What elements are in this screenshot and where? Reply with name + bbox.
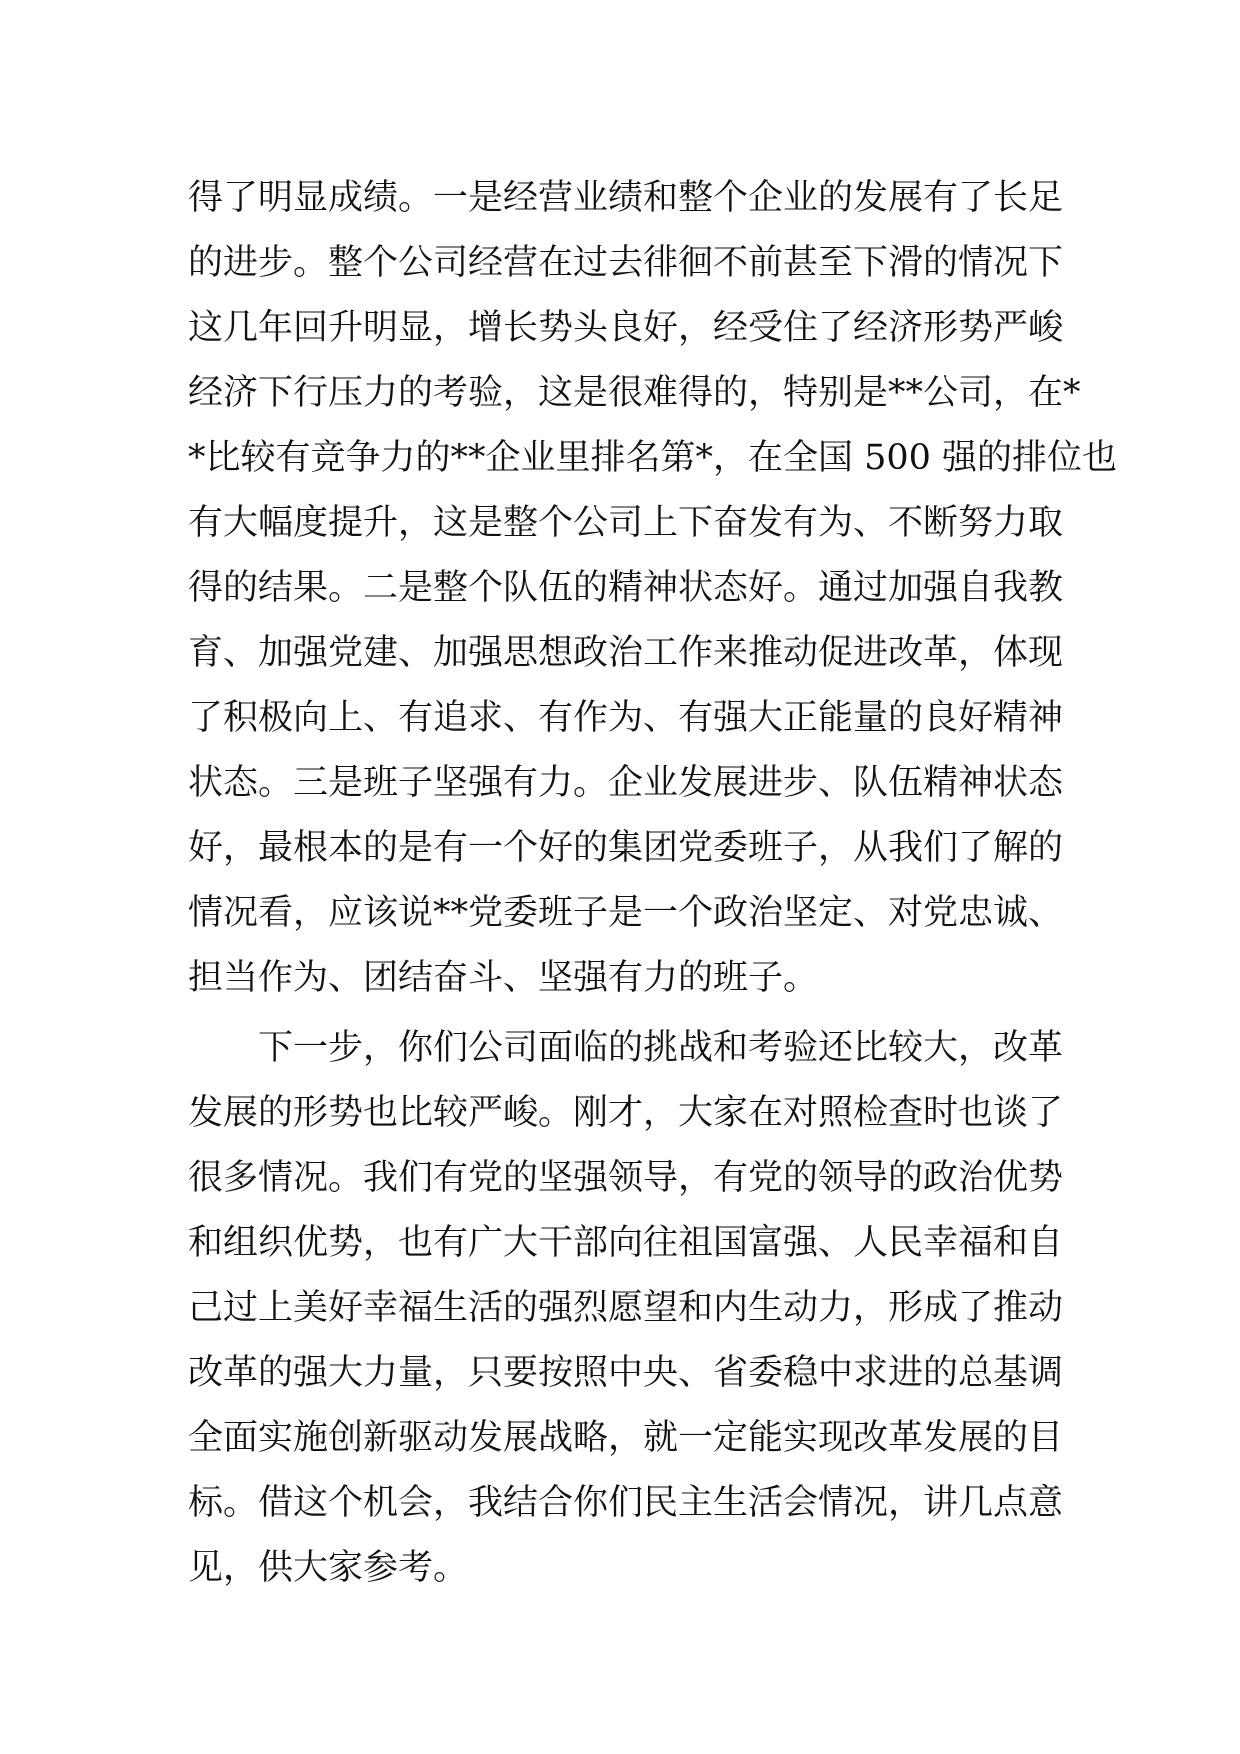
text-line: 己过上美好幸福生活的强烈愿望和内生动力，形成了推动	[188, 1288, 1064, 1328]
text-line: 情况看，应该说**党委班子是一个政治坚定、对党忠诚、	[188, 893, 1064, 933]
text-line: 很多情况。我们有党的坚强领导，有党的领导的政治优势	[188, 1158, 1064, 1198]
text-line: 发展的形势也比较严峻。刚才，大家在对照检查时也谈了	[188, 1093, 1064, 1133]
text-line: 育、加强党建、加强思想政治工作来推动促进改革，体现	[188, 633, 1064, 673]
text-line: 好，最根本的是有一个好的集团党委班子，从我们了解的	[188, 828, 1064, 868]
paragraph-next-steps	[188, 1016, 1064, 1601]
text-line: 下一步，你们公司面临的挑战和考验还比较大，改革	[188, 1028, 1064, 1068]
text-line: 得的结果。二是整个队伍的精神状态好。通过加强自我教	[188, 568, 1064, 608]
text-line: 状态。三是班子坚强有力。企业发展进步、队伍精神状态	[188, 763, 1064, 803]
text-line: 担当作为、团结奋斗、坚强有力的班子。	[188, 958, 819, 998]
text-line: 这几年回升明显，增长势头良好，经受住了经济形势严峻	[188, 308, 1064, 348]
text-line: *比较有竞争力的**企业里排名第*，在全国 500 强的排位也	[188, 438, 1118, 478]
text-line: 了积极向上、有追求、有作为、有强大正能量的良好精神	[188, 698, 1064, 738]
text-line: 的进步。整个公司经营在过去徘徊不前甚至下滑的情况下	[188, 243, 1064, 283]
text-line: 经济下行压力的考验，这是很难得的，特别是**公司，在*	[188, 373, 1081, 413]
text-line: 得了明显成绩。一是经营业绩和整个企业的发展有了长足	[188, 178, 1064, 218]
text-line: 和组织优势，也有广大干部向往祖国富强、人民幸福和自	[188, 1223, 1064, 1263]
text-line: 标。借这个机会，我结合你们民主生活会情况，讲几点意	[188, 1483, 1064, 1523]
text-line: 见，供大家参考。	[188, 1548, 469, 1588]
text-line: 全面实施创新驱动发展战略，就一定能实现改革发展的目	[188, 1418, 1064, 1458]
text-line: 有大幅度提升，这是整个公司上下奋发有为、不断努力取	[188, 503, 1064, 543]
paragraph-achievements	[188, 166, 1118, 1011]
text-line: 改革的强大力量，只要按照中央、省委稳中求进的总基调	[188, 1353, 1064, 1393]
